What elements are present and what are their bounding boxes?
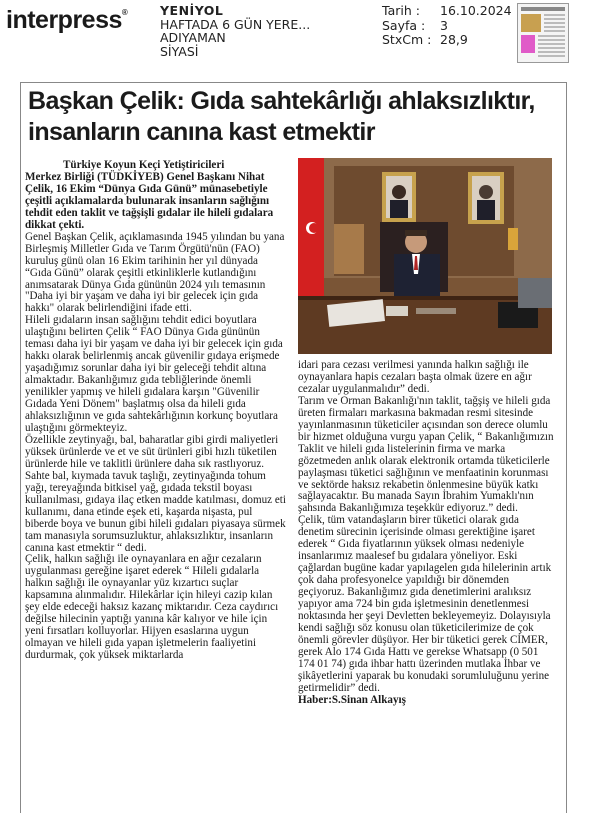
article-lead-rest: Merkez Birliği (TÜDKİYEB) Genel Başkanı Nihat Çelik, 16 Ekim “Dünya Gıda Günü” münasebetiyle çeşitli açıklamalarda bulunarak insanların sağlığını tehdit eden taklit ve tağşişli gıdalar ile hileli gıdalara dikkat çekti. — [25, 170, 274, 231]
left-paragraph: Çelik, halkın sağlığı ile oynayanlara en ağır cezaların uygulanması gereğine işaret ederek “ Hileli gıdalarla halkın sağlığı ile oynayanlar yüz kızartıcı suçlar kapsamına alınmalıdır. Hilekârlar için hileyi cazip kılan şey elde edeceği haksız kazanç miktarıdır. Ceza caydırıcı değilse hilecinin yaptığı yanına kâr kalıyor ve hile için yeni fırsatları kolluyorlar. Hijyen esaslarına uygun olmayan ve hileli gıda yapan işletmelerin faaliyetini durdurmak, çok yüksek miktarlarda — [25, 553, 279, 662]
date-label: Tarih : — [382, 3, 420, 18]
clipping-meta — [382, 4, 512, 48]
interpress-logo: interpress® — [6, 6, 128, 34]
page-label: Sayfa : — [382, 17, 426, 33]
stxcm-label: StxCm : — [382, 32, 432, 47]
article-headline — [28, 86, 563, 148]
office-photo-illustration — [298, 158, 552, 354]
publication-name: YENİYOL — [160, 3, 224, 18]
right-paragraph: Çelik, tüm vatandaşların birer tüketici olarak gıda denetim sürecinin içerisinde olması gerektiğine işaret ederek “ Gıda fiyatlarının yüksek olması nedeniyle insanlarımız maalesef bu gıdalara yöneliyor. Eski çağlardan bugüne kadar yapılagelen gıda hilelerinin artık çok daha profesyonelce yapıldığı bir dönemden geçiyoruz. Bakanlığımız gıda denetimlerini aralıksız yapıyor ama 724 bin gıda işletmesinin denetlenmesi noktasında her şeyi Devletten bekleyemeyiz. Dolayısıyla kendi sağlığı söz konusu olan tüketicilerimize de çok önemli görevler düşüyor. Her bir tüketici gerek CİMER, gerek Alo 174 Gıda Hattı ve gerekse Whatsapp (0 501 174 01 74) gıda ihbar hattı üzerinden mutlaka İhbar ve şikâyetlerini yaparak bu konudaki sorumluluğunu yerine getirmelidir” dedi. — [298, 514, 552, 694]
publication-info — [160, 4, 350, 58]
article-byline: Haber:S.Sinan Alkayış — [298, 693, 406, 706]
page-thumbnail[interactable] — [517, 3, 569, 63]
publication-city: ADIYAMAN — [160, 30, 226, 45]
right-paragraph: Tarım ve Orman Bakanlığı'nın taklit, tağşiş ve hileli gıda üreten firmaları markasına bakmadan resmi sitesinde yayınlanmasının tüketiciler açısından son derece olumlu bir hizmet olduğuna vurgu yapan Çelik, “ Bakanlığımızın Taklit ve hileli gıda listelerinin firma ve marka gözetmeden anlık olarak elektronik ortamda tüketicilerle paylaşması tüketici sağlığının ve menfaatinin korunması ve sektörde haksız rekabetin önlenmesine büyük katkı sağlayacaktır. Bu manada Sayın İbrahim Yumaklı'nın şahsında Bakanlığımıza teşekkür ediyoruz.” dedi. — [298, 394, 554, 515]
stxcm-value: 28,9 — [440, 32, 468, 47]
left-paragraph: Özellikle zeytinyağı, bal, baharatlar gibi girdi maliyetleri yüksek ürünlerde ve et ve süt ürünleri gibi hızlı tüketilen ürünlerde hile ve taklitli ürünlere daha sık rastlıyoruz. Sahte bal, kıymada tavuk taşlığı, zeytinyağında tohum yağı, tereyağında bitkisel yağ, gıdada tekstil boyası kullanılması, gıdaya ilaç etken madde katılması, domuz eti kullanımı, dana etinde eşek eti, kaşarda nişasta, pul biberde boya ve bunun gibi hileli gıdaları piyasaya sürmek tam manasıyla sorumsuzluktur, ahlaksızlıktır, insanların canına kast etmektir “ dedi. — [25, 433, 286, 554]
lead-first-line: Türkiye Koyun Keçi Yetiştiricileri — [63, 159, 225, 171]
date-value: 16.10.2024 — [440, 3, 512, 18]
publication-section: SİYASİ — [160, 43, 199, 59]
article-column-right — [298, 360, 554, 707]
headline-line-1: Başkan Çelik: Gıda sahtekârlığı ahlaksızlıktır, — [28, 87, 535, 115]
clipping-header — [0, 0, 590, 62]
headline-line-2: insanların canına kast etmektir — [28, 118, 375, 146]
page-value: 3 — [440, 17, 448, 33]
turkish-flag — [298, 158, 324, 318]
left-paragraph: Genel Başkan Çelik, açıklamasında 1945 yılından bu yana Birleşmiş Milletler Gıda ve Tarım Örgütü'nün (FAO) kuruluş günü olan 16 Ekim tarihinin her yıl dünyada “Gıda Günü” olarak çeşitli etkinliklerle kutlandığını anımsatarak Dünya Gıda gününün 2024 yılı temasının "Daha iyi bir yaşam ve daha iyi bir gelecek için gıda hakkı" olarak belirlendiğini ifade etti. — [25, 230, 285, 315]
right-paragraph: idari para cezası verilmesi yanında halkın sağlığı ile oynayanlara hapis cezaları başta olmak üzere en ağır cezalar uygulanmalıdır” dedi. — [298, 359, 532, 395]
article-photo — [298, 158, 552, 354]
left-paragraph: Hileli gıdaların insan sağlığını tehdit edici boyutlara ulaştığını belirten Çelik “ FAO Dünya Gıda gününün teması daha iyi bir yaşam ve daha iyi bir gelecek için gıda hakkı olarak belirlenmiş ancak güvenilir gıdaya erişmede yaşadığımız sorunlar daha iyi bir geleceği tehdit altına almaktadır. Bakanlığımız gıda tebliğlerinde önemli yenilikler yapmış ve hileli gıdalara karşın "Güvenilir Gıdada Yeni Dönem" başlatmış olsa da hileli gıda ahlaksızlığının ve gıda sahtekârlığının korkunç boyutlara ulaştığını görmekteyiz. — [25, 314, 283, 434]
publication-frequency: HAFTADA 6 GÜN YERE... — [160, 16, 311, 32]
article-column-left — [25, 160, 287, 662]
